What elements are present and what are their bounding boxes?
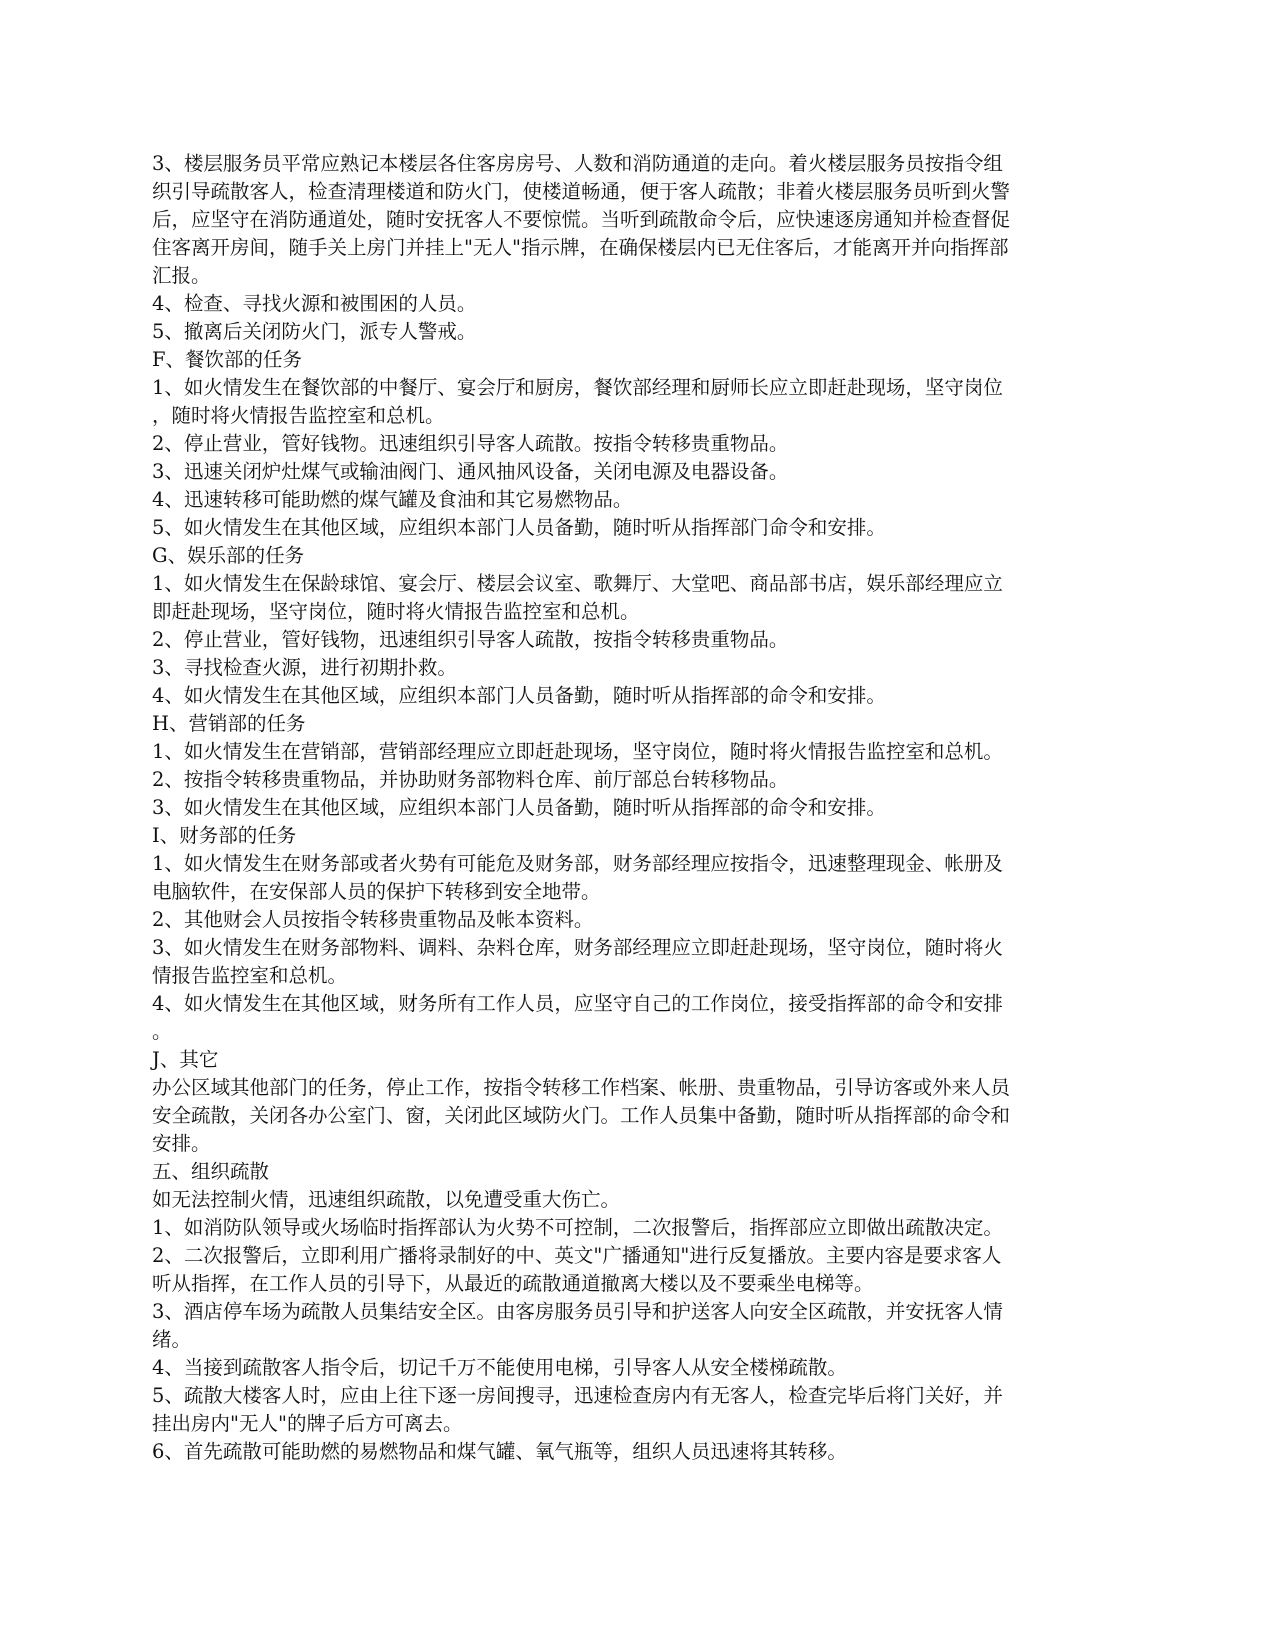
text-line: 4、迅速转移可能助燃的煤气罐及食油和其它易燃物品。 (152, 488, 633, 511)
text-line: 情报告监控室和总机。 (152, 964, 348, 987)
text-line: 听从指挥，在工作人员的引导下，从最近的疏散通道撤离大楼以及不要乘坐电梯等。 (152, 1272, 874, 1295)
text-line: 5、如火情发生在其他区域，应组织本部门人员备勤，随时听从指挥部门命令和安排。 (152, 516, 886, 539)
text-line: 办公区域其他部门的任务，停止工作，按指令转移工作档案、帐册、贵重物品，引导访客或外来人员 (152, 1076, 1011, 1099)
section-heading: 五、组织疏散 (152, 1160, 270, 1183)
text-line: 3、楼层服务员平常应熟记本楼层各住客房房号、人数和消防通道的走向。着火楼层服务员按指令组 (152, 152, 1003, 175)
text-line: 2、其他财会人员按指令转移贵重物品及帐本资料。 (152, 908, 594, 931)
section-heading: F、餐饮部的任务 (152, 348, 303, 371)
text-line: 4、当接到疏散客人指令后，切记千万不能使用电梯，引导客人从安全楼梯疏散。 (152, 1356, 847, 1379)
text-line: 3、寻找检查火源，进行初期扑救。 (152, 656, 457, 679)
text-line: ，随时将火情报告监控室和总机。 (152, 404, 445, 427)
section-heading: H、营销部的任务 (152, 712, 306, 735)
text-line: 6、首先疏散可能助燃的易燃物品和煤气罐、氧气瓶等，组织人员迅速将其转移。 (152, 1440, 847, 1463)
text-line: 3、迅速关闭炉灶煤气或输油阀门、通风抽风设备，关闭电源及电器设备。 (152, 460, 789, 483)
section-heading: I、财务部的任务 (152, 824, 297, 847)
text-line: 4、检查、寻找火源和被围困的人员。 (152, 292, 477, 315)
text-line: 5、撤离后关闭防火门，派专人警戒。 (152, 320, 477, 343)
text-line: 挂出房内"无人"的牌子后方可离去。 (152, 1412, 463, 1435)
text-line: 织引导疏散客人，检查清理楼道和防火门，使楼道畅通，便于客人疏散；非着火楼层服务员听到火警 (152, 180, 1011, 203)
text-line: 安排。 (152, 1132, 211, 1155)
text-line: 2、停止营业，管好钱物，迅速组织引导客人疏散，按指令转移贵重物品。 (152, 628, 789, 651)
text-line: 后，应坚守在消防通道处，随时安抚客人不要惊慌。当听到疏散命令后，应快速逐房通知并检查督促 (152, 208, 1011, 231)
text-line: 即赶赴现场，坚守岗位，随时将火情报告监控室和总机。 (152, 600, 640, 623)
text-line: 汇报。 (152, 264, 211, 287)
text-line: 2、按指令转移贵重物品，并协助财务部物料仓库、前厅部总台转移物品。 (152, 768, 789, 791)
text-line: 安全疏散，关闭各办公室门、窗，关闭此区域防火门。工作人员集中备勤，随时听从指挥部的命令和 (152, 1104, 1011, 1127)
document-page (152, 150, 1120, 1466)
text-line: 2、停止营业，管好钱物。迅速组织引导客人疏散。按指令转移贵重物品。 (152, 432, 789, 455)
section-heading: G、娱乐部的任务 (152, 544, 305, 567)
text-line: 住客离开房间，随手关上房门并挂上"无人"指示牌，在确保楼层内已无住客后，才能离开并向指挥部 (152, 236, 1009, 259)
section-heading: J、其它 (152, 1048, 219, 1071)
text-line: 2、二次报警后，立即利用广播将录制好的中、英文"广播通知"进行反复播放。主要内容是要求客人 (152, 1244, 1002, 1267)
text-line: 4、如火情发生在其他区域，财务所有工作人员，应坚守自己的工作岗位，接受指挥部的命令和安排 (152, 992, 1003, 1015)
text-line: 1、如消防队领导或火场临时指挥部认为火势不可控制，二次报警后，指挥部应立即做出疏散决定。 (152, 1216, 1003, 1239)
text-line: 3、酒店停车场为疏散人员集结安全区。由客房服务员引导和护送客人向安全区疏散，并安抚客人情 (152, 1300, 1003, 1323)
text-line: 1、如火情发生在餐饮部的中餐厅、宴会厅和厨房，餐饮部经理和厨师长应立即赶赴现场，坚守岗位 (152, 376, 1003, 399)
text-line: 3、如火情发生在其他区域，应组织本部门人员备勤，随时听从指挥部的命令和安排。 (152, 796, 886, 819)
text-line: 绪。 (152, 1328, 192, 1351)
text-line: 1、如火情发生在财务部或者火势有可能危及财务部，财务部经理应按指令，迅速整理现金、帐册及 (152, 852, 1003, 875)
text-line: 4、如火情发生在其他区域，应组织本部门人员备勤，随时听从指挥部的命令和安排。 (152, 684, 886, 707)
text-line: 5、疏散大楼客人时，应由上往下逐一房间搜寻，迅速检查房内有无客人，检查完毕后将门关好，并 (152, 1384, 1003, 1407)
text-line: 。 (152, 1020, 172, 1043)
text-line: 1、如火情发生在保龄球馆、宴会厅、楼层会议室、歌舞厅、大堂吧、商品部书店，娱乐部经理应立 (152, 572, 1003, 595)
text-line: 如无法控制火情，迅速组织疏散，以免遭受重大伤亡。 (152, 1188, 621, 1211)
text-line: 3、如火情发生在财务部物料、调料、杂料仓库，财务部经理应立即赶赴现场，坚守岗位，随时将火 (152, 936, 1003, 959)
text-line: 1、如火情发生在营销部，营销部经理应立即赶赴现场，坚守岗位，随时将火情报告监控室和总机。 (152, 740, 1003, 763)
text-line: 电脑软件，在安保部人员的保护下转移到安全地带。 (152, 880, 601, 903)
